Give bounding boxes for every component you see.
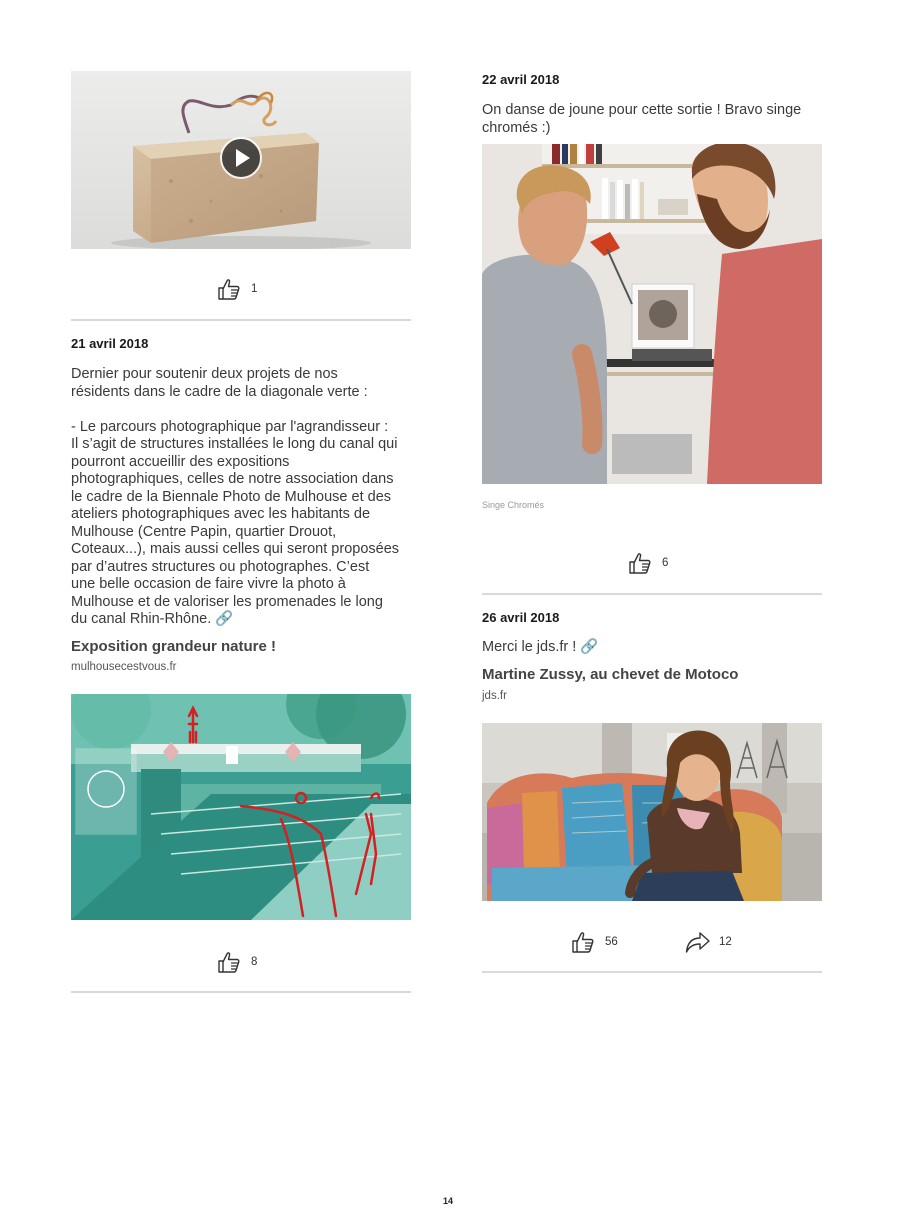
post-text bbox=[482, 639, 827, 657]
video-thumbnail[interactable] bbox=[71, 71, 411, 249]
share-icon[interactable] bbox=[685, 930, 711, 954]
post-text bbox=[71, 366, 416, 629]
post-date: 21 avril 2018 bbox=[71, 336, 149, 351]
link-icon[interactable]: 🔗 bbox=[215, 611, 234, 627]
like-count: 1 bbox=[251, 283, 258, 295]
link-domain[interactable]: mulhousecestvous.fr bbox=[71, 661, 177, 673]
share-count: 12 bbox=[719, 936, 732, 948]
link-preview-image[interactable] bbox=[71, 694, 411, 920]
link-icon[interactable]: 🔗 bbox=[580, 639, 599, 655]
link-title[interactable]: Martine Zussy, au chevet de Motoco bbox=[482, 666, 739, 683]
like-icon[interactable] bbox=[217, 950, 241, 974]
like-count: 8 bbox=[251, 956, 258, 968]
like-icon[interactable] bbox=[571, 930, 595, 954]
link-preview-image[interactable] bbox=[482, 723, 822, 901]
like-count: 56 bbox=[605, 936, 618, 948]
post-text: On danse de joune pour cette sortie ! Bravo singe chromés :) bbox=[482, 102, 802, 136]
post-text-body: Merci le jds.fr ! bbox=[482, 639, 577, 655]
like-icon[interactable] bbox=[628, 551, 652, 575]
page-number: 14 bbox=[443, 1196, 454, 1206]
divider bbox=[482, 971, 822, 973]
divider bbox=[482, 593, 822, 595]
like-icon[interactable] bbox=[217, 277, 241, 301]
link-title[interactable]: Exposition grandeur nature ! bbox=[71, 638, 277, 655]
divider bbox=[71, 991, 411, 993]
like-count: 6 bbox=[662, 557, 669, 569]
post-date: 26 avril 2018 bbox=[482, 610, 560, 625]
post-photo[interactable] bbox=[482, 144, 822, 484]
link-domain[interactable]: jds.fr bbox=[482, 690, 507, 702]
post-date: 22 avril 2018 bbox=[482, 72, 560, 87]
photo-caption: Singe Chromés bbox=[482, 500, 545, 510]
post-text-body: Dernier pour soutenir deux projets de nos résidents dans le cadre de la diagonale verte : - Le parcours photographique par l'agrandisseur : Il s’agit de structures installées le long du canal qui pourront accueillir des expositions photographiques, celles de notre association dans le cadre de la Biennale Photo de Mulhouse et des ateliers photographiques avec les habitants de Mulhouse (Centre Papin, quartier Drouot, Coteaux...), mais aussi celles qui seront proposées par d’autres structures ou photographes. C’est une belle occasion de faire vivre la photo à Mulhouse et de valoriser les promenades le long du canal Rhin-Rhône. bbox=[71, 366, 400, 627]
divider bbox=[71, 319, 411, 321]
